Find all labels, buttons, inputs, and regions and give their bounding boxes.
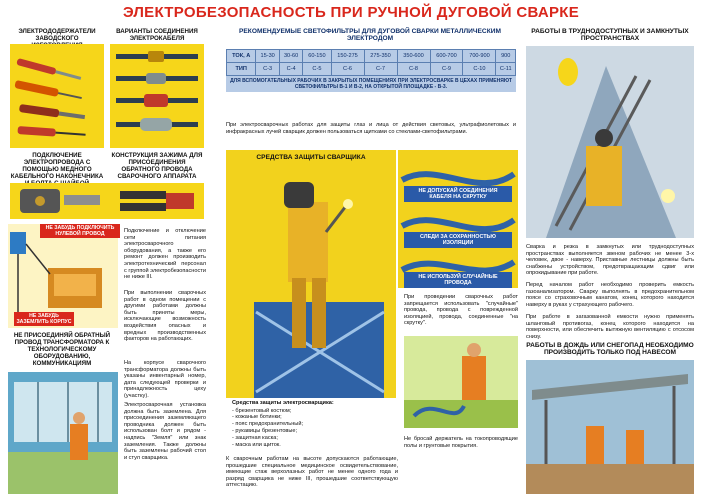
- holder-2: [14, 80, 82, 102]
- current-cell: 275-350: [364, 50, 397, 63]
- lamp-icon: [558, 58, 578, 86]
- confined-space-illustration: [526, 46, 694, 238]
- height-work-text: К сварочным работам на высоте допускаются работающие, прошедшие специальное медицинское освидетельствование, имеющие стаж верхолазных работ не менее одного года и разряд сварщика не ниже III, прошедшие соответствующую аттестацию.: [226, 456, 398, 489]
- rain-panel: [526, 360, 694, 494]
- rain-shelter-illustration: [526, 360, 694, 494]
- filters-table-grid: [226, 49, 516, 76]
- random-wires-text: При проведении сварочных работ запрещается использовать "случайные" провода, провода с поврежденной изоляцией, провода, соединенные "на скрутку".: [404, 294, 518, 327]
- switch-box: [10, 232, 26, 254]
- cable-note-insulation: СЛЕДИ ЗА СОХРАННОСТЬЮ ИЗОЛЯЦИИ: [404, 232, 512, 248]
- current-cell: 15-30: [256, 50, 279, 63]
- workshop-panel: [8, 372, 118, 494]
- list-item: - маска или щиток.: [232, 441, 281, 448]
- welder-panel: [226, 150, 396, 398]
- type-header: ТИП: [227, 63, 256, 76]
- page-title: ЭЛЕКТРОБЕЗОПАСНОСТЬ ПРИ РУЧНОЙ ДУГОВОЙ СВАРКЕ: [122, 4, 580, 21]
- body-marking-text: На корпусе сварочного трансформатора должны быть указаны инвентарный номер, дата следующей проверки и принадлежность цеху (участку).: [124, 360, 206, 399]
- electrode-holders-illustration: [10, 44, 104, 148]
- current-cell: 350-600: [397, 50, 430, 63]
- list-item: - рукавицы брезентовые;: [232, 427, 298, 434]
- type-cell: С-11: [496, 63, 516, 76]
- list-item: - кожаные ботинки;: [232, 414, 282, 421]
- holder-3: [19, 104, 85, 121]
- cable-variants-caption: ВАРИАНТЫ СОЕДИНЕНИЯ ЭЛЕКТРОКАБЕЛЯ: [116, 28, 198, 42]
- lug-and-clamp-illustration: [10, 183, 204, 219]
- current-header: ТОК, А: [227, 50, 256, 63]
- ground-label: НЕ ЗАБУДЬ ЗАЗЕМЛИТЬ КОРПУС: [14, 312, 74, 326]
- list-item: - пояс предохранительный;: [232, 421, 304, 428]
- cable-lug: [20, 189, 100, 213]
- cable-joint-2: [116, 73, 198, 84]
- type-cell: С-4: [279, 63, 302, 76]
- worker-figure: [586, 426, 604, 464]
- cable-joint-1: [116, 51, 198, 62]
- type-cell: С-9: [430, 63, 463, 76]
- type-cell: С-8: [397, 63, 430, 76]
- multi-work-text: При выполнении сварочных работ в одном помещении с другими работами должны быть приняты меры, исключающие возможность воздействия опасных и вредных производственных факторов на работающих.: [124, 290, 206, 343]
- cables-illustration: [398, 150, 518, 288]
- connect-text: Подключение и отключение сети питания электросварочного оборудования, а также его ремонт должен производить электротехнический персонал с группой электробезопасности не ниже III.: [124, 228, 206, 281]
- current-cell: 900: [496, 50, 516, 63]
- cable-joint-3: [116, 94, 198, 107]
- worker-figure: [70, 424, 88, 460]
- filters-note: ДЛЯ ВСПОМОГАТЕЛЬНЫХ РАБОЧИХ В ЗАКРЫТЫХ ПОМЕЩЕНИЯХ ПРИ ЭЛЕКТРОСВАРКЕ В ЦЕХАХ ПРИМЕНЯЮТ СВЕТОФИЛЬТРЫ В-1 И В-2, НА ОТКРЫТОЙ ПЛОЩАДКЕ - В-3.: [230, 78, 512, 90]
- filters-table: [226, 49, 516, 92]
- return-wire-caption: НЕ ПРИСОЕДИНЯЙ ОБРАТНЫЙ ПРОВОД ТРАНСФОРМАТОРА К ТЕХНОЛОГИЧЕСКОМУ ОБОРУДОВАНИЮ, КОММУНИКАЦИЯМ: [13, 332, 111, 367]
- type-cell: С-7: [364, 63, 397, 76]
- welder-illustration: [226, 162, 396, 398]
- worker-figure-2: [626, 430, 644, 464]
- type-cell: С-6: [331, 63, 364, 76]
- confined-panel: [526, 46, 694, 238]
- floor-panel: [404, 336, 518, 428]
- connect-caption: ПОДКЛЮЧЕНИЕ ЭЛЕКТРОПРОВОДА С ПОМОЩЬЮ МЕДНОГО КАБЕЛЬНОГО НАКОНЕЧНИКА: [10, 152, 104, 180]
- holder-1: [16, 58, 82, 82]
- protection-title: СРЕДСТВА ЗАЩИТЫ СВАРЩИКА: [256, 154, 366, 161]
- current-cell: 60-150: [303, 50, 331, 63]
- cable-variants-panel: [110, 44, 204, 148]
- holder-4: [17, 126, 85, 139]
- confined-text-3: При работе в загазованной емкости нужно применять шланговый противогаз, конец которого находится на поверхности, или обеспечить вытяжную вентиляцию с отсосом снизу.: [526, 314, 694, 340]
- protection-list: [232, 408, 398, 449]
- grounding-text: Электросварочная установка должна быть заземлена. Для присоединения заземляющего проводника должен быть использован болт и рядом - надпись "Земля" или знак заземления. Также должны быть заземлены рабочий стол и стул сварщика.: [124, 402, 206, 461]
- type-cell: С-3: [256, 63, 279, 76]
- confined-title: РАБОТЫ В ТРУДНОДОСТУПНЫХ И ЗАМКНУТЫХ ПРОСТРАНСТВАХ: [531, 28, 689, 42]
- floor-worker-illustration: [404, 336, 518, 428]
- cables-panel: [398, 150, 518, 288]
- current-cell: 700-900: [463, 50, 496, 63]
- return-clamp: [120, 191, 194, 211]
- cable-joint-4: [116, 118, 198, 131]
- cable-note-twist: НЕ ДОПУСКАЙ СОЕДИНЕНИЯ КАБЕЛЯ НА СКРУТКУ: [404, 186, 512, 202]
- cable-note-random: НЕ ИСПОЛЬЗУЙ СЛУЧАЙНЫЕ ПРОВОДА: [404, 272, 512, 288]
- workshop-illustration: [8, 372, 118, 494]
- current-cell: 150-275: [331, 50, 364, 63]
- worker-figure: [586, 146, 622, 206]
- welder-body: [288, 202, 328, 282]
- filters-title: РЕКОМЕНДУЕМЫЕ СВЕТОФИЛЬТРЫ ДЛЯ ДУГОВОЙ СВАРКИ МЕТАЛЛИЧЕСКИМ ЭЛЕКТРОДОМ: [239, 28, 501, 42]
- type-cell: С-10: [463, 63, 496, 76]
- rain-title: РАБОТЫ В ДОЖДЬ ИЛИ СНЕГОПАД НЕОБХОДИМО ПРОИЗВОДИТЬ ТОЛЬКО ПОД НАВЕСОМ: [526, 342, 694, 356]
- welding-mask: [284, 182, 314, 208]
- holders-panel: [10, 44, 104, 148]
- clamp-caption: КОНСТРУКЦИЯ ЗАЖИМА ДЛЯ ПРИСОЕДИНЕНИЯ ОБРАТНОГО ПРОВОДА СВАРОЧНОГО АППАРАТА: [111, 152, 203, 180]
- arc-spark: [661, 189, 675, 203]
- list-item: - защитная каска;: [232, 434, 278, 441]
- arc-spark: [343, 199, 353, 209]
- current-cell: 600-700: [430, 50, 463, 63]
- lug-clamp-panel: [10, 183, 204, 219]
- confined-text-1: Сварка и резка в замкнутых или труднодоступных пространствах выполняется звеном рабочих не менее 3-х человек, двое - наверху. Приставные лестницы должны быть снабжены устройством, предотвращающим сдвиг или опрокидывание при работе.: [526, 244, 694, 277]
- filters-text: При электросварочных работах для защиты глаз и лица от действия световых, ультрафиолетовых и инфракрасных лучей сварщик должен пользоваться щитками со стеклами-светофильтрами.: [226, 122, 516, 135]
- list-item: - брезентовый костюм;: [232, 407, 292, 414]
- protection-list-block: [232, 400, 398, 448]
- cable-joints-illustration: [110, 44, 204, 148]
- type-cell: С-5: [303, 63, 331, 76]
- confined-text-2: Перед началом работ необходимо проверить емкость газоанализатором. Сварку выполнять в предохранительном поясе со страховочным канатом, конец которого находится наверху в руках у страхующего рабочего.: [526, 282, 694, 308]
- protection-intro: Средства защиты электросварщика:: [232, 400, 334, 406]
- holders-caption: ЭЛЕКТРОДОДЕРЖАТЕЛИ ЗАВОДСКОГО: [18, 28, 96, 42]
- current-cell: 30-60: [279, 50, 302, 63]
- zero-wire-label: НЕ ЗАБУДЬ ПОДКЛЮЧИТЬ НУЛЕВОЙ ПРОВОД: [40, 224, 120, 238]
- holder-drop-text: Не бросай держатель на токопроводящие полы и грунтовые покрытия.: [404, 436, 518, 449]
- worker-figure: [462, 356, 486, 400]
